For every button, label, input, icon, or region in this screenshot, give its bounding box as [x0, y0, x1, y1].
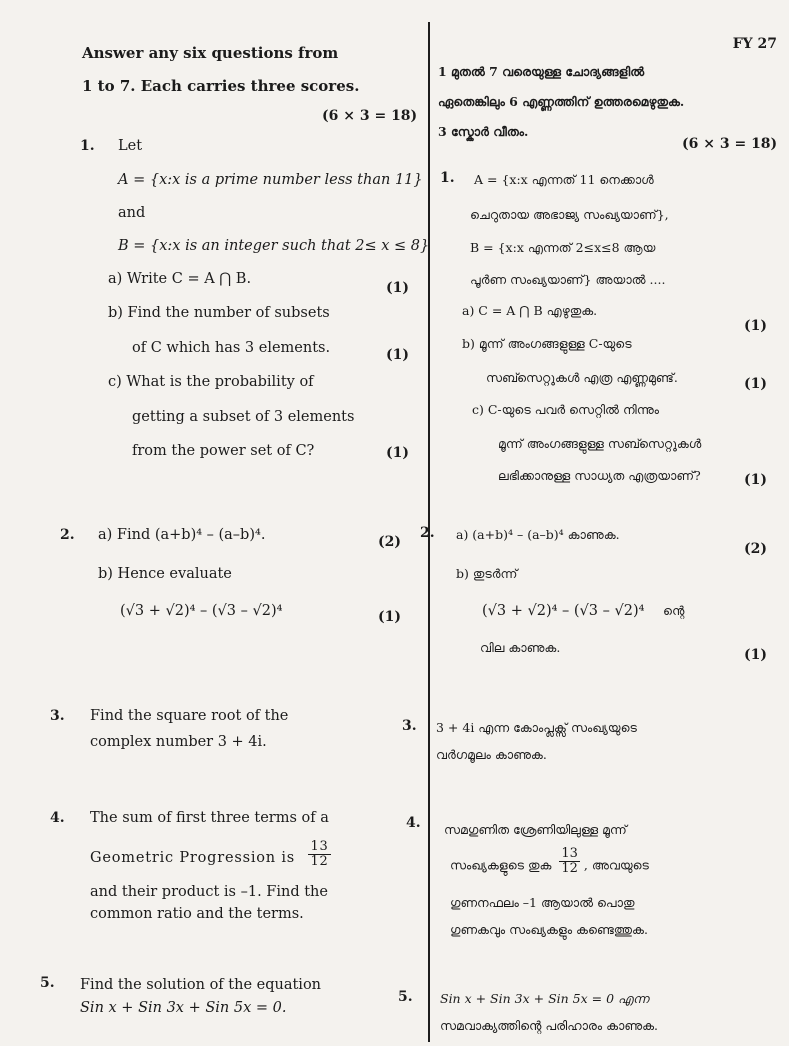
marks: (1) — [744, 376, 767, 392]
instruction-line-1: 1 മുതൽ 7 വരെയുള്ള ചോദ്യങ്ങളിൽ — [438, 64, 645, 79]
marks: (2) — [744, 541, 767, 557]
fraction — [308, 840, 330, 868]
q1-part-a: a) C = A ⋂ B എഴുതുക. — [462, 303, 598, 318]
fraction — [559, 847, 580, 875]
instruction-line-2: 1 to 7. Each carries three scores. — [82, 77, 360, 95]
question-number: 2. — [60, 527, 75, 543]
q4-line3: ഗുണനഫലം –1 ആയാൽ പൊതു — [450, 895, 635, 910]
q1-part-c-line1: c) C-യുടെ പവർ സെറ്റിൽ നിന്നും — [472, 402, 660, 417]
question-number: 4. — [406, 815, 421, 831]
instruction-scores: (6 × 3 = 18) — [682, 136, 778, 152]
marks: (1) — [386, 347, 409, 363]
paper-code: FY 27 — [732, 36, 777, 52]
question-number: 5. — [40, 975, 55, 991]
q5-line2: സമവാക്യത്തിന്റെ പരിഹാരം കാണുക. — [440, 1018, 659, 1033]
q3-line2: വർഗമൂലം കാണുക. — [436, 747, 547, 762]
q5-line1: Sin x + Sin 3x + Sin 5x = 0 എന്ന — [440, 991, 649, 1006]
q2-part-a: a) Find (a+b)⁴ – (a–b)⁴. — [98, 527, 266, 543]
fraction-denominator: 12 — [561, 860, 578, 876]
fraction-denominator: 12 — [310, 853, 329, 869]
marks: (1) — [378, 609, 401, 625]
q1-let: Let — [118, 138, 143, 154]
question-number: 5. — [398, 989, 413, 1005]
q2-part-b: b) തുടർന്ന് — [456, 566, 518, 581]
question-number: 2. — [420, 525, 435, 541]
q1-part-b-line2: സബ്സെറ്റുകൾ എത്ര എണ്ണമുണ്ട്. — [486, 370, 678, 385]
question-number: 3. — [402, 718, 417, 734]
q4-line2 — [90, 839, 331, 869]
q4-line2-text: Geometric Progression is — [90, 850, 296, 867]
q1-part-a: a) Write C = A ⋂ B. — [108, 271, 252, 287]
question-number: 4. — [50, 810, 65, 826]
q5-line1: Find the solution of the equation — [80, 977, 322, 993]
q1-set-b: B = {x:x is an integer such that 2≤ x ≤ 8} — [118, 238, 430, 254]
q4-line1: സമഗുണിത ശ്രേണിയിലുള്ള മൂന്ന് — [444, 822, 627, 837]
instruction-line-1: Answer any six questions from — [82, 44, 339, 62]
q3-line2: complex number 3 + 4i. — [90, 734, 267, 750]
q4-line3: and their product is –1. Find the — [90, 884, 328, 900]
instruction-scores: (6 × 3 = 18) — [322, 108, 418, 124]
q1-part-b-line2: of C which has 3 elements. — [132, 340, 331, 356]
marks: (1) — [744, 472, 767, 488]
q2-line3: വില കാണുക. — [480, 640, 561, 655]
q2-expression-math: (√3 + √2)⁴ – (√3 – √2)⁴ — [482, 603, 645, 619]
instruction-line-2: ഏതെങ്കിലും 6 എണ്ണത്തിന് ഉത്തരമെഴുതുക. — [438, 94, 685, 109]
q2-part-a: a) (a+b)⁴ – (a–b)⁴ കാണുക. — [456, 527, 620, 542]
marks: (2) — [378, 534, 401, 550]
instruction-line-3: 3 സ്കോർ വീതം. — [438, 124, 529, 139]
question-number: 1. — [440, 170, 455, 186]
q2-expression-suffix: ന്റെ — [663, 603, 685, 618]
q1-part-b-line1: b) Find the number of subsets — [108, 305, 330, 321]
question-number: 1. — [80, 138, 95, 154]
q1-set-a: A = {x:x is a prime number less than 11} — [118, 172, 423, 188]
q1-line3: B = {x:x എന്നത് 2≤x≤8 ആയ — [470, 240, 656, 255]
q1-line2: ചെറുതായ അഭാജ്യ സംഖ്യയാണ്}, — [470, 207, 669, 222]
marks: (1) — [386, 445, 409, 461]
q4-line4: ഗുണകവും സംഖ്യകളും കണ്ടെത്തുക. — [450, 922, 648, 937]
q1-part-c-line2: getting a subset of 3 elements — [132, 409, 355, 425]
q1-line1: A = {x:x എന്നത് 11 നെക്കാൾ — [474, 172, 654, 187]
q2-expression: (√3 + √2)⁴ – (√3 – √2)⁴ — [120, 603, 283, 619]
q4-line2 — [450, 846, 649, 876]
q1-part-c-line3: ലഭിക്കാനുള്ള സാധ്യത എത്രയാണ്? — [498, 468, 701, 483]
q1-part-b-line1: b) മൂന്ന് അംഗങ്ങളുള്ള C-യുടെ — [462, 336, 632, 351]
q5-line2: Sin x + Sin 3x + Sin 5x = 0. — [80, 1000, 287, 1016]
q4-line2-text: സംഖ്യകളുടെ തുക — [450, 857, 552, 873]
question-number: 3. — [50, 708, 65, 724]
q3-line1: 3 + 4i എന്ന കോംപ്ലക്സ് സംഖ്യയുടെ — [436, 720, 637, 735]
marks: (1) — [386, 280, 409, 296]
q4-line2-tail: , അവയുടെ — [583, 857, 649, 873]
q2-part-b: b) Hence evaluate — [98, 566, 232, 582]
q3-line1: Find the square root of the — [90, 708, 289, 724]
q1-part-c-line3: from the power set of C? — [132, 443, 315, 459]
q4-line1: The sum of first three terms of a — [90, 810, 329, 826]
q1-and: and — [118, 205, 146, 221]
fraction-numerator: 13 — [310, 839, 329, 854]
q2-expression — [482, 603, 684, 619]
q1-line4: പൂർണ സംഖ്യയാണ്} അയാൽ .... — [470, 272, 666, 287]
marks: (1) — [744, 647, 767, 663]
q4-line4: common ratio and the terms. — [90, 906, 304, 922]
fraction-numerator: 13 — [561, 846, 578, 861]
marks: (1) — [744, 318, 767, 334]
q1-part-c-line2: മൂന്ന് അംഗങ്ങളുള്ള സബ്സെറ്റുകൾ — [498, 436, 702, 451]
q1-part-c-line1: c) What is the probability of — [108, 374, 314, 390]
